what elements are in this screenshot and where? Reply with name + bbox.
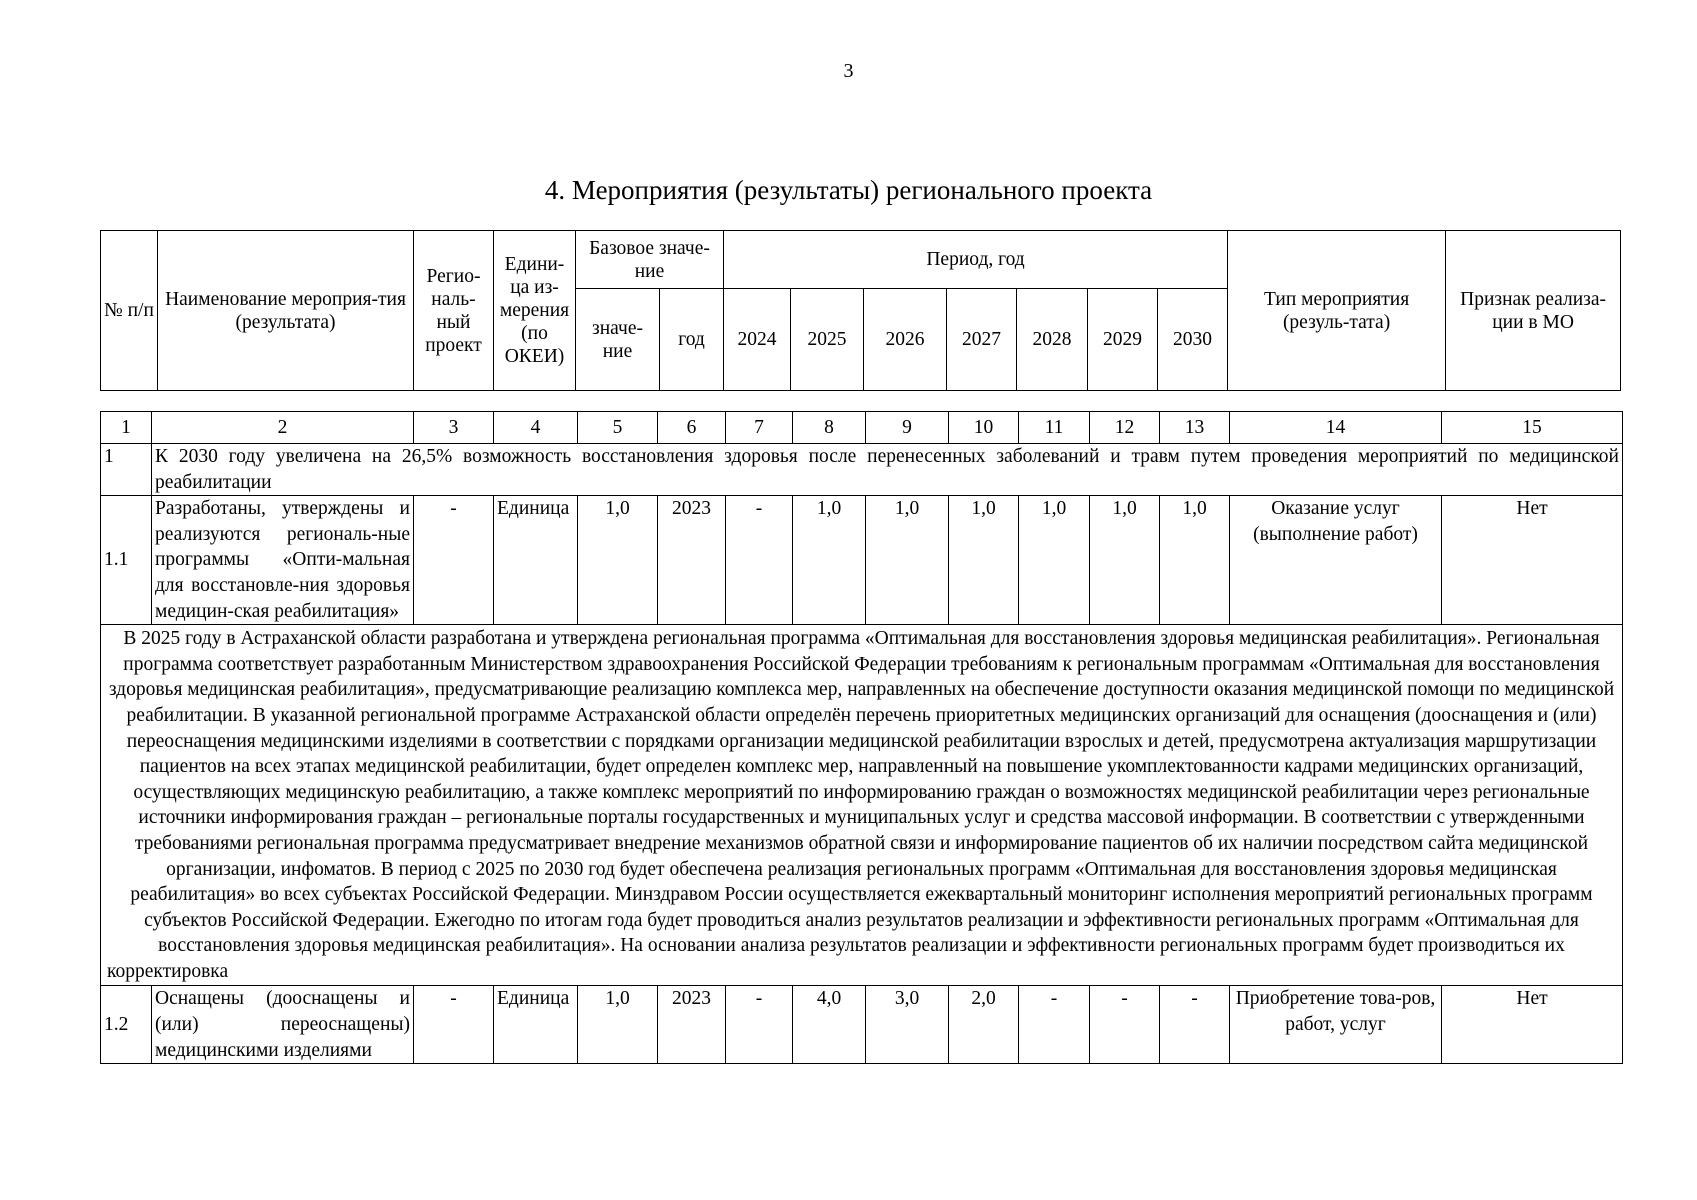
header-year: 2030 [1158,289,1228,391]
value-2026: 1,0 [866,496,949,625]
value-2026: 3,0 [866,986,949,1064]
header-type: Тип мероприятия (резуль-тата) [1228,231,1446,391]
goal-row [101,444,1623,496]
goal-number: 1 [101,444,152,496]
header-base-year-sub: год [660,289,724,391]
header-name: Наименование мероприя-тия (результата) [158,231,414,391]
goal-text: К 2030 году увеличена на 26,5% возможность восстановления здоровья после перенесенных заболеваний и травм путем проведения мероприятий по медицинской реабилитации [152,444,1623,496]
value-2025: 1,0 [793,496,866,625]
table-row [101,986,1623,1064]
header-period: Период, год [724,231,1228,289]
column-number: 7 [726,412,793,444]
unit: Единица [494,496,578,625]
column-number: 2 [152,412,414,444]
header-base-value: Базовое значе-ние [576,231,724,289]
column-number-row [101,412,1623,444]
column-number: 8 [793,412,866,444]
table-row [101,496,1623,625]
row-number: 1.1 [101,496,152,625]
value-2027: 1,0 [949,496,1019,625]
column-number: 9 [866,412,949,444]
header-year: 2029 [1088,289,1158,391]
regional-project: - [414,986,494,1064]
mo-sign: Нет [1442,496,1623,625]
header-unit: Едини-ца из-мерения (по ОКЕИ) [494,231,576,391]
activity-type: Приобретение това-ров, работ, услуг [1230,986,1442,1064]
column-number: 13 [1160,412,1230,444]
base-value: 1,0 [578,986,658,1064]
activities-table [100,411,1623,1064]
header-year: 2028 [1017,289,1088,391]
column-number: 5 [578,412,658,444]
row-number: 1.2 [101,986,152,1064]
column-number: 10 [949,412,1019,444]
column-number: 14 [1230,412,1442,444]
header-year: 2026 [864,289,947,391]
base-value: 1,0 [578,496,658,625]
mo-sign: Нет [1442,986,1623,1064]
base-year: 2023 [658,496,726,625]
column-number: 12 [1090,412,1160,444]
column-number: 4 [494,412,578,444]
value-2030: 1,0 [1160,496,1230,625]
column-number: 6 [658,412,726,444]
header-year: 2024 [724,289,791,391]
page-number: 3 [843,60,854,82]
column-number: 15 [1442,412,1623,444]
value-2029: - [1090,986,1160,1064]
column-number: 3 [414,412,494,444]
section-title: 4. Мероприятия (результаты) регионального проекта [544,175,1153,205]
header-year: 2025 [791,289,864,391]
value-2028: - [1019,986,1090,1064]
base-year: 2023 [658,986,726,1064]
header-sign: Признак реализа-ции в МО [1446,231,1621,391]
value-2024: - [726,986,793,1064]
header-base-value-sub: значе-ние [576,289,660,391]
value-2025: 4,0 [793,986,866,1064]
value-2024: - [726,496,793,625]
column-number: 1 [101,412,152,444]
value-2029: 1,0 [1090,496,1160,625]
header-regional: Регио-наль-ный проект [414,231,494,391]
regional-project: - [414,496,494,625]
header-year: 2027 [947,289,1017,391]
activity-type: Оказание услуг (выполнение работ) [1230,496,1442,625]
header-table [100,230,1621,391]
header-num: № п/п [101,231,158,391]
activity-name: Оснащены (дооснащены и (или) переоснащены) медицинскими изделиями [152,986,414,1064]
description-row [101,625,1623,986]
value-2027: 2,0 [949,986,1019,1064]
activity-description: В 2025 году в Астраханской области разработана и утверждена региональная программа «Оптимальная для восстановления здоровья медицинская реабилитация». Региональная программа соответствует разработанным Министерством здравоохранения Российской Федерации требованиям к региональным программам «Оптимальная для восстановления здоровья медицинская реабилитация», предусматривающие реализацию комплекса мер, направленных на обеспечение доступности оказания медицинской помощи по медицинской реабилитации. В указанной региональной программе Астраханской области определён перечень приоритетных медицинских организаций для оснащения (дооснащения и (или) переоснащения медицинскими изделиями в соответствии с порядками организации медицинской реабилитации взрослых и детей, предусмотрена актуализация маршрутизации пациентов на всех этапах медицинской реабилитации, будет определен комплекс мер, направленный на повышение укомплектованности кадрами медицинских организаций, осуществляющих медицинскую реабилитацию, а также комплекс мероприятий по информированию граждан о возможностях медицинской реабилитации через региональные источники информирования граждан – региональные порталы государственных и муниципальных услуг и средства массовой информации. В соответствии с утвержденными требованиями региональная программа предусматривает внедрение механизмов обратной связи и информирование пациентов об их наличии посредством сайта медицинской организации, инфоматов. В период с 2025 по 2030 год будет обеспечена реализация региональных программ «Оптимальная для восстановления здоровья медицинская реабилитация» во всех субъектах Российской Федерации. Минздравом России осуществляется ежеквартальный мониторинг исполнения мероприятий региональных программ субъектов Российской Федерации. Ежегодно по итогам года будет проводиться анализ результатов реализации и эффективности региональных программ «Оптимальная для восстановления здоровья медицинская реабилитация». На основании анализа результатов реализации и эффективности региональных программ будет производиться их корректировка [101,625,1623,986]
activity-name: Разработаны, утверждены и реализуются региональ-ные программы «Опти-мальная для восстановле-ния здоровья медицин-ская реабилитация» [152,496,414,625]
column-number: 11 [1019,412,1090,444]
value-2028: 1,0 [1019,496,1090,625]
unit: Единица [494,986,578,1064]
value-2030: - [1160,986,1230,1064]
